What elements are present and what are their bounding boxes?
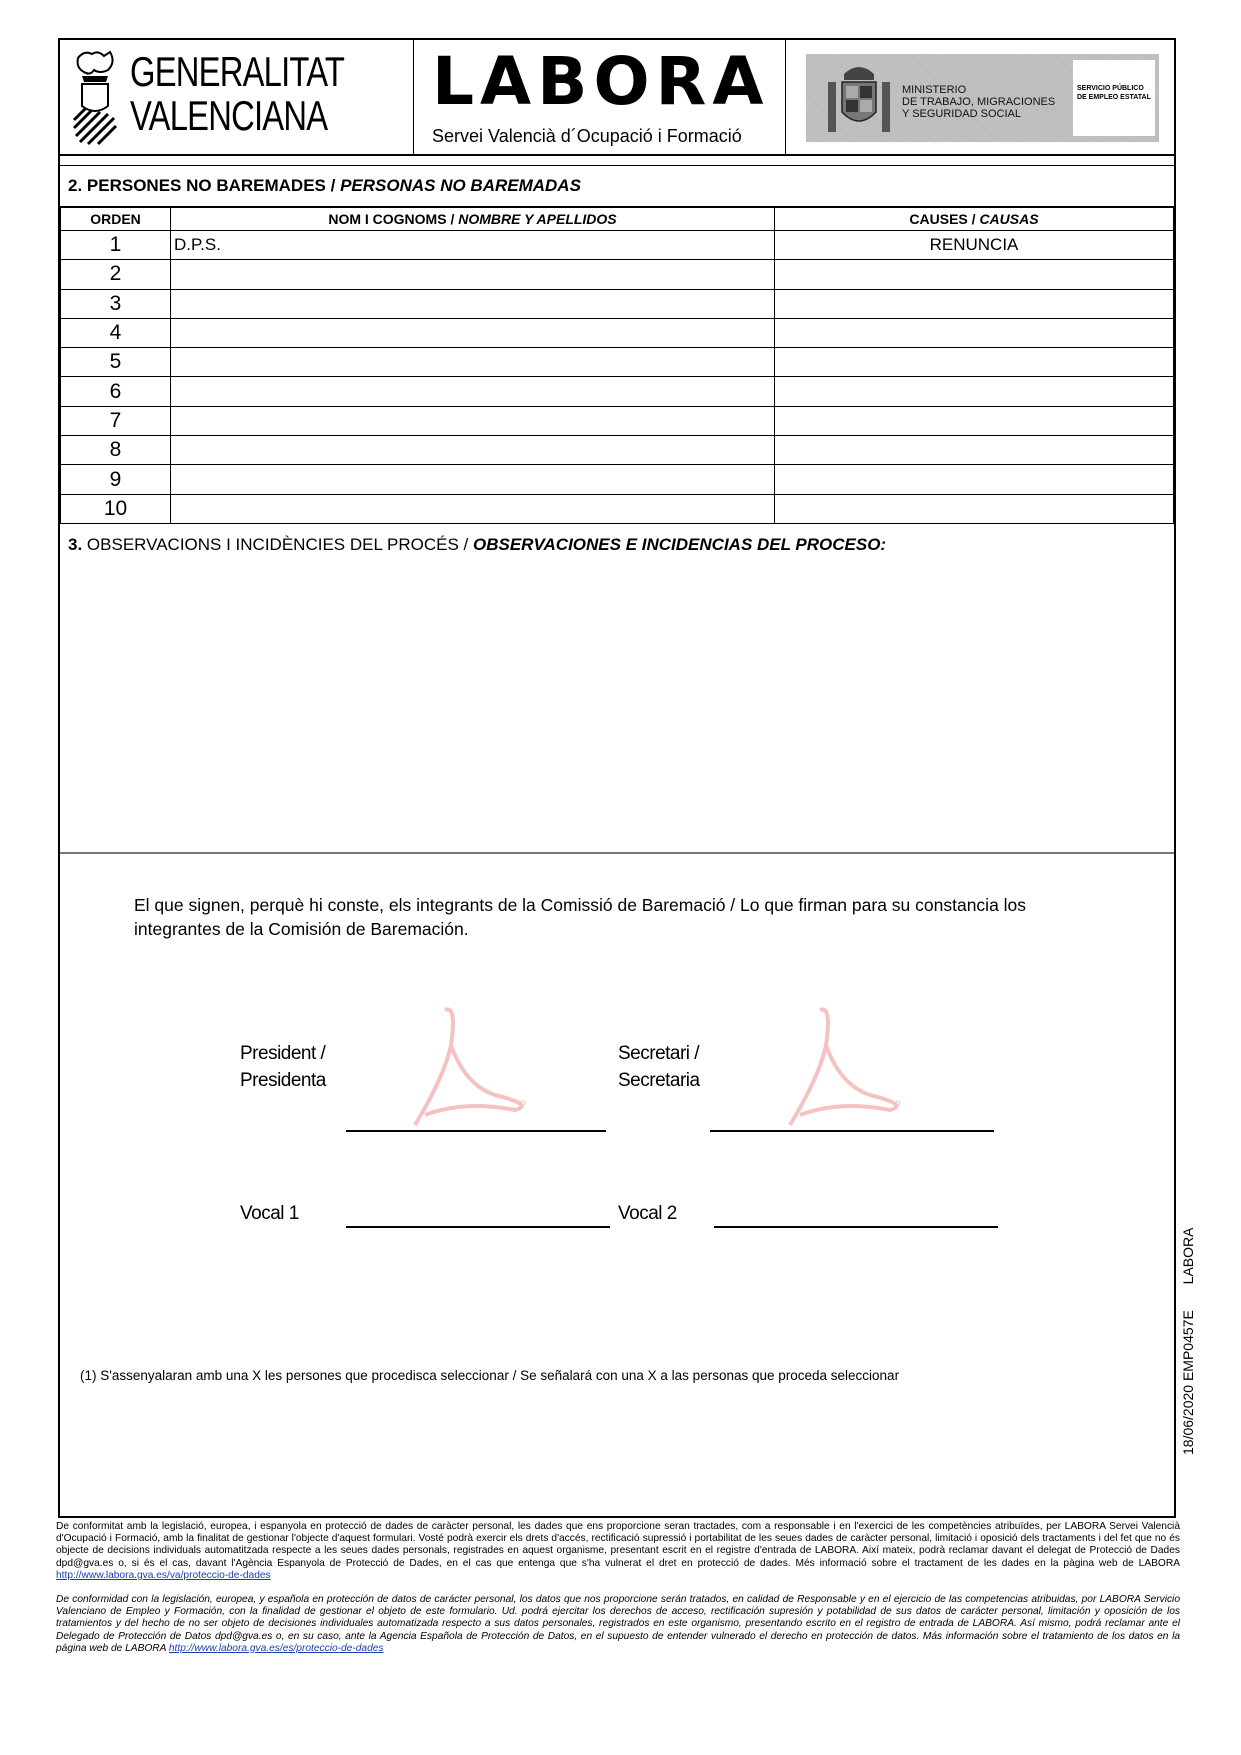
- cause-cell[interactable]: [775, 348, 1174, 377]
- section-divider: [60, 852, 1174, 854]
- form-date-code: 18/06/2020 EMP0457E: [1180, 1310, 1196, 1455]
- name-cell[interactable]: [171, 465, 775, 494]
- table-row: [61, 406, 1174, 435]
- section2-heading: [60, 165, 1174, 207]
- generalitat-wordmark: [130, 50, 344, 138]
- name-cell[interactable]: D.P.S.: [171, 231, 775, 260]
- president-label: [240, 1040, 326, 1094]
- section2-title: [68, 176, 581, 196]
- name-cell[interactable]: [171, 318, 775, 347]
- orden-cell: 4: [61, 318, 171, 347]
- legal-text-es: De conformidad con la legislación, europea, y española en protección de datos de carácter personal, los datos que nos proporcione serán tratados, en calidad de Responsable y en el ejercicio de las competencias atribuidas, por LABORA Servicio Valenciano de Empleo y Formación, con la finalidad de gestionar el objeto de este formulario. Ud. podrá ejercitar los derechos de acceso, rectificación supresión y potabilidad de sus datos de carácter personal, limitación y oposición de los tratamientos y del hecho de no ser objeto de decisiones individuales automatizada respecto a sus datos personales, registrados en este organismo, presentando escrito en el registro de entrada de LABORA. Así mismo, podrá reclamar ante el Delegado de Protección de Datos dpd@gva.es o, en su caso, ante la Agencia Española de Protección de Datos, en el supuesto de entender vulnerado el derecho en protección de datos. Más información sobre el tratamiento de los datos en la página web de LABORA: [56, 1594, 1180, 1654]
- signature-intro: El que signen, perquè hi conste, els integrants de la Comissió de Baremació / Lo que firman para su constancia los integrantes de la Comisión de Baremación.: [134, 895, 1027, 939]
- cause-cell[interactable]: [775, 465, 1174, 494]
- president-signature-line[interactable]: [346, 1130, 606, 1132]
- sepe-label: [1073, 60, 1155, 136]
- name-header-es: NOMBRE Y APELLIDOS: [458, 211, 617, 227]
- column-header-name: [171, 208, 775, 231]
- name-cell[interactable]: [171, 260, 775, 289]
- ministry-name: [902, 84, 1055, 142]
- generalitat-shield-icon: [70, 48, 120, 148]
- ministry-banner: [806, 54, 1159, 142]
- table-row: [61, 348, 1174, 377]
- ministry-line2: DE TRABAJO, MIGRACIONES: [902, 96, 1056, 108]
- cause-cell[interactable]: [775, 260, 1174, 289]
- orden-cell: 7: [61, 406, 171, 435]
- secretary-label-va: Secretari /: [618, 1043, 700, 1064]
- president-label-es: Presidenta: [240, 1070, 326, 1091]
- orden-cell: 8: [61, 436, 171, 465]
- acrobat-watermark-icon: [780, 1005, 910, 1130]
- vocal2-signature-line[interactable]: [714, 1226, 998, 1228]
- name-cell[interactable]: [171, 377, 775, 406]
- orden-cell: 5: [61, 348, 171, 377]
- causes-header-es: CAUSAS: [979, 211, 1039, 227]
- table-row: [61, 465, 1174, 494]
- table-row: [61, 260, 1174, 289]
- orden-cell: 1: [61, 231, 171, 260]
- legal-notice-es: [56, 1594, 1180, 1655]
- legal-notice-va: [56, 1521, 1180, 1582]
- generalitat-logo: [60, 40, 414, 154]
- secretary-label: [618, 1040, 700, 1094]
- name-cell[interactable]: [171, 406, 775, 435]
- table-row: [61, 289, 1174, 318]
- ministry-line1: MINISTERIO: [902, 84, 967, 96]
- vocal2-label: Vocal 2: [618, 1203, 677, 1224]
- orden-cell: 10: [61, 494, 171, 523]
- section3-title-es: OBSERVACIONES E INCIDENCIAS DEL PROCESO:: [473, 535, 887, 554]
- sepe-line2: DE EMPLEO ESTATAL: [1077, 94, 1151, 101]
- secretary-label-es: Secretaria: [618, 1070, 700, 1091]
- section2-title-es: PERSONAS NO BAREMADAS: [340, 176, 581, 195]
- legal-text-va: De conformitat amb la legislació, europea, i espanyola en protecció de dades de caràcter personal, les dades que ens proporcione seran tractades, com a responsable i en l'exercici de les competències atribuïdes, per LABORA Servei Valencià d'Ocupació i Formació, amb la finalitat de gestionar l'objecte d'aquest formulari. Vosté podrà exercir els drets d'accés, rectificació supressió i portabilitat de les seues dades de caràcter personal, limitació i oposició dels tractaments i del fet que no és objecte de decisions individuals automatitzada respecte a les seues dades personals, registrades en aquest organisme, presentant escrit en el registre d'entrada de LABORA. Així mateix, podrà reclamar davant el delegat de Protecció de Dades dpd@gva.es o, si és el cas, davant l'Agència Espanyola de Protecció de Dades, en el cas que entenga que s'ha vulnerat el dret en protecció de dades. Més informació sobre el tractament de les dades en la pàgina web de LABORA: [56, 1521, 1180, 1569]
- table-row: [61, 494, 1174, 523]
- column-header-causes: [775, 208, 1174, 231]
- column-header-orden: ORDEN: [61, 208, 171, 231]
- table-row: [61, 377, 1174, 406]
- cause-cell[interactable]: [775, 377, 1174, 406]
- form-code: [1180, 1228, 1196, 1455]
- orden-cell: 3: [61, 289, 171, 318]
- header: [58, 38, 1176, 156]
- orden-cell: 6: [61, 377, 171, 406]
- cause-cell[interactable]: [775, 318, 1174, 347]
- cause-cell[interactable]: [775, 406, 1174, 435]
- vocal1-label: Vocal 1: [240, 1203, 299, 1224]
- cause-cell[interactable]: RENUNCIA: [775, 231, 1174, 260]
- causes-header-va: CAUSES /: [909, 211, 976, 227]
- cause-cell[interactable]: [775, 436, 1174, 465]
- footnote: (1) S'assenyalaran amb una X les persones que procedisca seleccionar / Se señalará con una X a las personas que proceda seleccionar: [80, 1368, 900, 1383]
- form-org: LABORA: [1180, 1227, 1196, 1285]
- section2-title-va: 2. PERSONES NO BAREMADES /: [68, 176, 336, 195]
- orden-cell: 2: [61, 260, 171, 289]
- president-label-va: President /: [240, 1043, 326, 1064]
- ministry-line3: Y SEGURIDAD SOCIAL: [902, 108, 1021, 120]
- labora-title: LABORA: [432, 43, 770, 120]
- labora-subtitle: Servei Valencià d´Ocupació i Formació: [432, 126, 742, 146]
- sepe-line1: SERVICIO PÚBLICO: [1077, 85, 1144, 92]
- generalitat-line1: GENERALITAT: [130, 48, 345, 95]
- secretary-signature-line[interactable]: [710, 1130, 994, 1132]
- name-cell[interactable]: [171, 348, 775, 377]
- section3-title-va: OBSERVACIONS I INCIDÈNCIES DEL PROCÉS /: [86, 535, 469, 554]
- name-cell[interactable]: [171, 494, 775, 523]
- name-header-va: NOM I COGNOMS /: [328, 211, 455, 227]
- table-header-row: [61, 208, 1174, 231]
- non-scored-persons-table: [60, 207, 1174, 524]
- section3-number: 3.: [68, 535, 83, 554]
- privacy-link-va[interactable]: http://www.labora.gva.es/va/proteccio-de-dades: [56, 1569, 271, 1581]
- labora-logo: [414, 40, 786, 154]
- ministry-logo: [786, 40, 1174, 154]
- spain-coat-of-arms-icon: [824, 60, 894, 136]
- cause-cell[interactable]: [775, 289, 1174, 318]
- cause-cell[interactable]: [775, 494, 1174, 523]
- table-row: [61, 231, 1174, 260]
- table-row: [61, 436, 1174, 465]
- generalitat-line2: VALENCIANA: [130, 92, 328, 139]
- name-cell[interactable]: [171, 289, 775, 318]
- section3-heading: [68, 535, 886, 555]
- observations-field[interactable]: [60, 560, 1174, 850]
- name-cell[interactable]: [171, 436, 775, 465]
- orden-cell: 9: [61, 465, 171, 494]
- privacy-link-es[interactable]: http://www.labora.gva.es/es/proteccio-de-dades: [168, 1642, 384, 1654]
- acrobat-watermark-icon: [405, 1005, 535, 1130]
- table-row: [61, 318, 1174, 347]
- table-body: [61, 231, 1174, 524]
- vocal1-signature-line[interactable]: [346, 1226, 610, 1228]
